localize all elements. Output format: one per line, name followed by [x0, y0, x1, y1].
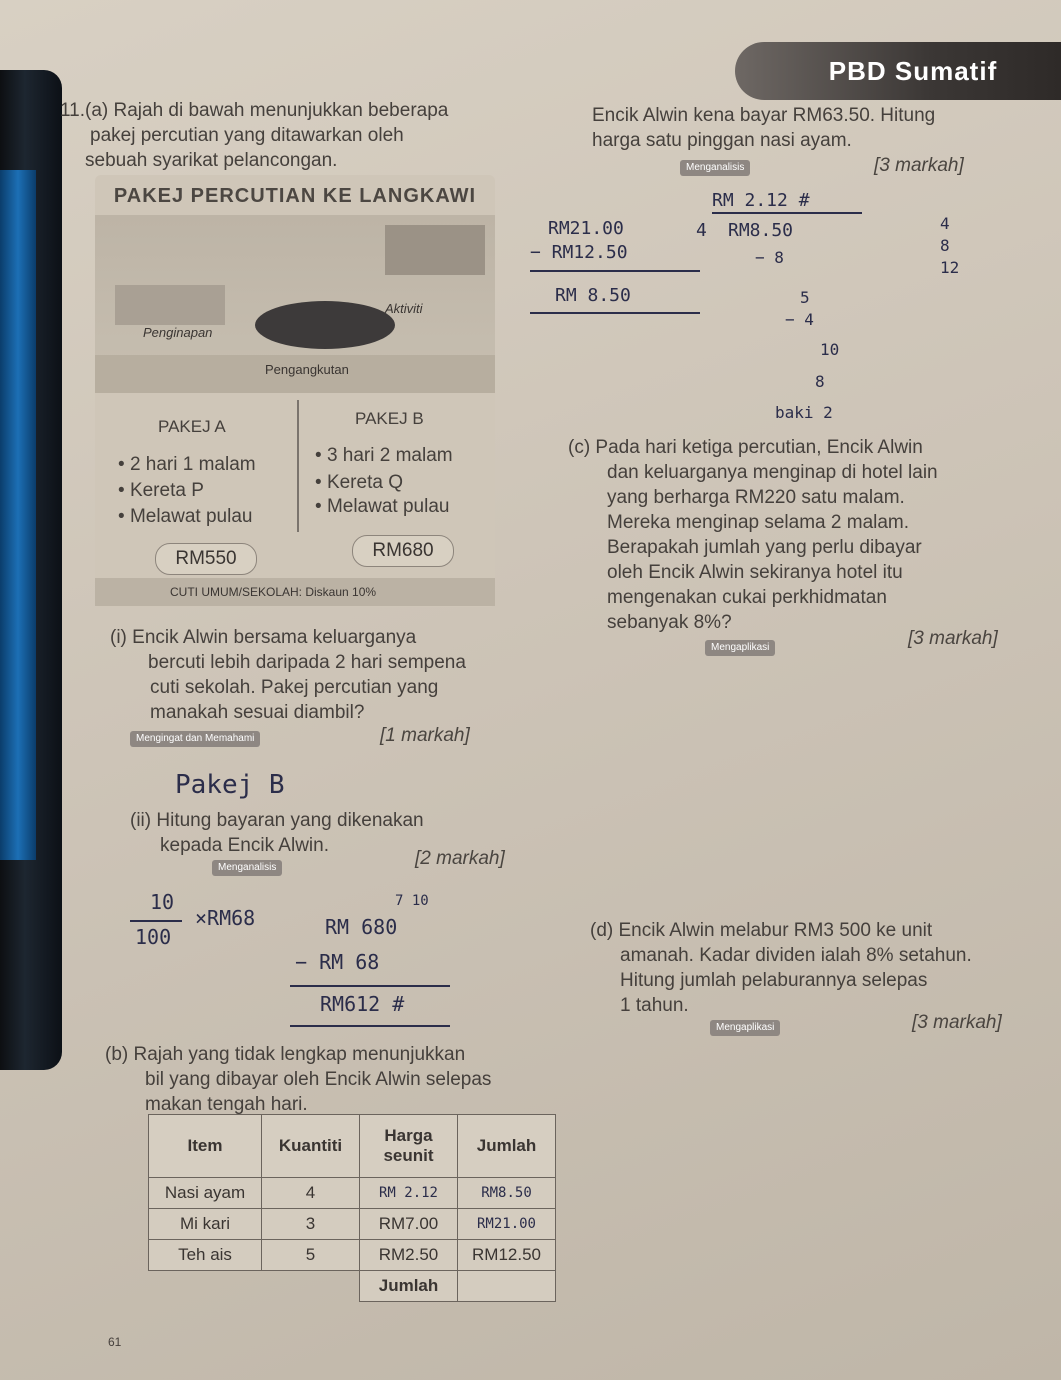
rb-side-3: 12 — [940, 258, 960, 277]
c-skill-tag: Mengaplikasi — [705, 640, 775, 656]
bill-header-unit: Harga seunit — [360, 1115, 458, 1178]
table-row — [149, 1271, 556, 1302]
ai-skill-tag: Mengingat dan Memahami — [130, 731, 260, 747]
package-panel-title: PAKEJ PERCUTIAN KE LANGKAWI — [113, 185, 477, 207]
bill-cell: Nasi ayam — [149, 1178, 262, 1209]
rb-d3: − 4 — [785, 310, 814, 329]
a-intro-line-2: pakej percutian yang ditawarkan oleh — [90, 125, 404, 146]
b-line-2: bil yang dibayar oleh Encik Alwin selepas — [145, 1069, 492, 1090]
bill-cell: Teh ais — [149, 1240, 262, 1271]
bill-total-label: Jumlah — [360, 1271, 458, 1302]
aii-fraction-den: 100 — [135, 925, 172, 949]
aii-line-c: RM612 # — [320, 992, 405, 1016]
pakej-b-price: RM680 — [352, 535, 454, 567]
c-line-5: Berapakah jumlah yang perlu dibayar — [607, 537, 922, 558]
bill-header-qty: Kuantiti — [262, 1115, 360, 1178]
ai-answer: Pakej B — [175, 770, 285, 800]
d-line-2: amanah. Kadar dividen ialah 8% setahun. — [620, 945, 972, 966]
bill-cell: RM7.00 — [360, 1209, 458, 1240]
c-marks: [3 markah] — [908, 628, 998, 649]
pen-grip — [0, 170, 36, 860]
bill-cell: RM 2.12 — [360, 1178, 458, 1209]
b-line-1: (b) Rajah yang tidak lengkap menunjukkan — [105, 1044, 466, 1065]
aii-marks: [2 markah] — [415, 848, 505, 869]
aii-fraction-num: 10 — [150, 890, 175, 914]
rb-rule-1 — [530, 270, 700, 272]
rb-work-a1: RM21.00 — [548, 218, 624, 239]
pakej-b-item-1: • 3 hari 2 malam — [315, 445, 453, 466]
d-marks: [3 markah] — [912, 1012, 1002, 1033]
label-penginapan: Penginapan — [143, 325, 213, 340]
banner-text: PBD Sumatif — [828, 55, 998, 86]
package-illustration — [95, 215, 495, 393]
c-line-3: yang berharga RM220 satu malam. — [607, 487, 905, 508]
hotel-shape — [115, 285, 225, 325]
rb-rule-2 — [530, 312, 700, 314]
rb-div-by: 4 — [696, 220, 707, 241]
c-line-8: sebanyak 8%? — [607, 612, 732, 633]
label-pengangkutan: Pengangkutan — [265, 362, 349, 377]
bill-cell: 4 — [262, 1178, 360, 1209]
aii-line-1: (ii) Hitung bayaran yang dikenakan — [130, 810, 424, 831]
bill-header-item: Item — [149, 1115, 262, 1178]
discount-text: CUTI UMUM/SEKOLAH: Diskaun 10% — [170, 585, 377, 599]
aii-fraction-bar — [130, 920, 182, 922]
ai-marks: [1 markah] — [380, 725, 470, 746]
rb-d4: 10 — [820, 340, 840, 359]
bill-cell: RM2.50 — [360, 1240, 458, 1271]
ai-line-1: (i) Encik Alwin bersama keluarganya — [110, 627, 417, 648]
rb-d1: − 8 — [755, 248, 784, 267]
bill-header-total: Jumlah — [458, 1115, 556, 1178]
rb-div-in: RM8.50 — [728, 220, 794, 241]
pakej-a-title: PAKEJ A — [158, 417, 226, 436]
c-line-2: dan keluarganya menginap di hotel lain — [607, 462, 938, 483]
rb-work-a3: RM 8.50 — [555, 285, 631, 306]
d-line-4: 1 tahun. — [620, 995, 689, 1016]
rb-work-a2: − RM12.50 — [530, 242, 628, 263]
pakej-b-title: PAKEJ B — [355, 409, 424, 428]
rb-side-2: 8 — [940, 236, 950, 255]
pakej-a-item-1: • 2 hari 1 malam — [118, 454, 256, 475]
rb-d6: baki 2 — [775, 403, 833, 422]
pakej-a-price: RM550 — [155, 543, 257, 575]
bill-cell: Mi kari — [149, 1209, 262, 1240]
pakej-a-item-2: • Kereta P — [118, 480, 204, 501]
aii-line-a: RM 680 — [325, 915, 398, 939]
rb-line-1: Encik Alwin kena bayar RM63.50. Hitung — [592, 105, 936, 126]
table-row — [149, 1209, 556, 1240]
rb-line-2: harga satu pinggan nasi ayam. — [592, 130, 852, 151]
b-line-3: makan tengah hari. — [145, 1094, 308, 1115]
discount-strip — [95, 578, 495, 606]
rb-d5: 8 — [815, 372, 825, 391]
a-intro-line-3: sebuah syarikat pelancongan. — [85, 150, 338, 171]
aii-line-2: kepada Encik Alwin. — [160, 835, 329, 856]
pakej-b-item-2: • Kereta Q — [315, 472, 403, 493]
a-intro-line-1: (a) Rajah di bawah menunjukkan beberapa — [85, 100, 449, 121]
aii-sum-rule-2 — [290, 1025, 450, 1027]
c-line-1: (c) Pada hari ketiga percutian, Encik Alwin — [568, 437, 923, 458]
package-divider — [297, 400, 299, 532]
c-line-7: mengenakan cukai perkhidmatan — [607, 587, 887, 608]
aii-carry: 7 10 — [395, 893, 429, 909]
pakej-b-item-3: • Melawat pulau — [315, 496, 450, 517]
d-line-1: (d) Encik Alwin melabur RM3 500 ke unit — [590, 920, 933, 941]
activity-shape — [385, 225, 485, 275]
bill-cell: RM21.00 — [458, 1209, 556, 1240]
page-number: 61 — [108, 1335, 122, 1349]
bill-total-value — [458, 1271, 556, 1302]
aii-line-b: − RM 68 — [295, 950, 380, 974]
bill-cell: RM12.50 — [458, 1240, 556, 1271]
bill-cell: 3 — [262, 1209, 360, 1240]
rb-skill-tag: Menganalisis — [680, 160, 750, 176]
aii-times: ×RM68 — [195, 906, 256, 930]
rb-d2: 5 — [800, 288, 810, 307]
rb-div-rule — [712, 212, 862, 214]
pakej-a-item-3: • Melawat pulau — [118, 506, 253, 527]
car-shape — [255, 301, 395, 349]
rb-side-1: 4 — [940, 214, 950, 233]
d-line-3: Hitung jumlah pelaburannya selepas — [620, 970, 928, 991]
question-number: 11. — [60, 100, 86, 121]
rb-div-top: RM 2.12 # — [712, 190, 810, 211]
bill-table — [148, 1114, 556, 1302]
aii-sum-rule — [290, 985, 450, 987]
d-skill-tag: Mengaplikasi — [710, 1020, 780, 1036]
ai-line-4: manakah sesuai diambil? — [150, 702, 365, 723]
ai-line-3: cuti sekolah. Pakej percutian yang — [150, 677, 439, 698]
bill-cell: 5 — [262, 1240, 360, 1271]
table-row — [149, 1240, 556, 1271]
c-line-4: Mereka menginap selama 2 malam. — [607, 512, 910, 533]
bill-cell: RM8.50 — [458, 1178, 556, 1209]
pbd-sumatif-banner — [735, 42, 1061, 100]
label-aktiviti: Aktiviti — [385, 301, 423, 316]
aii-skill-tag: Menganalisis — [212, 860, 282, 876]
c-line-6: oleh Encik Alwin sekiranya hotel itu — [607, 562, 903, 583]
rb-marks: [3 markah] — [874, 155, 964, 176]
table-row — [149, 1178, 556, 1209]
ai-line-2: bercuti lebih daripada 2 hari sempena — [148, 652, 466, 673]
